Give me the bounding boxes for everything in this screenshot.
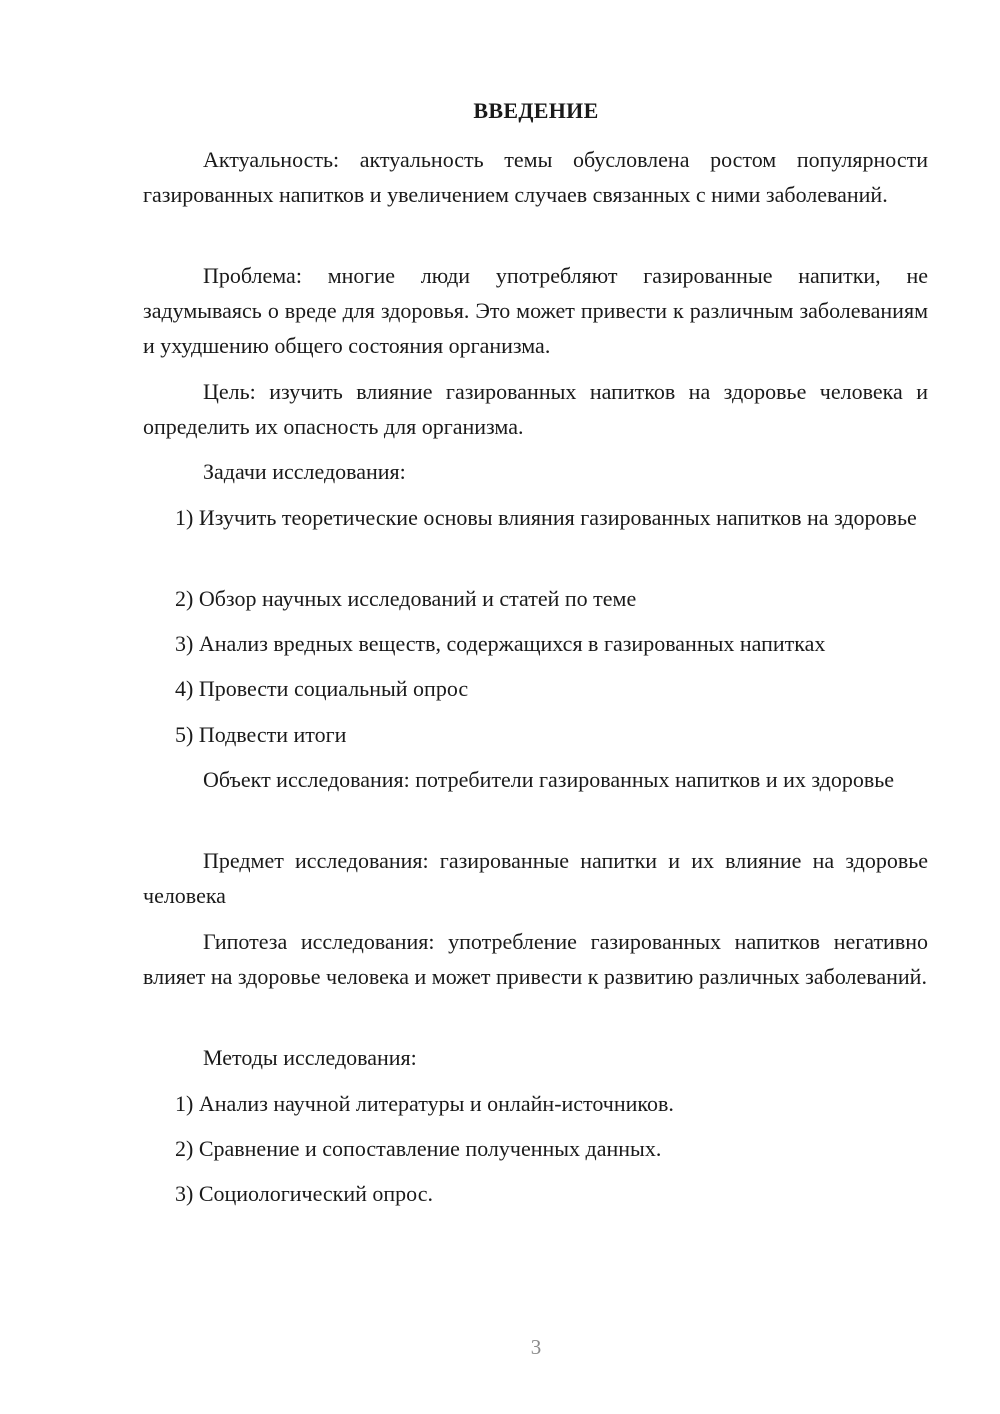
task-item: 4) Провести социальный опрос xyxy=(175,676,469,701)
section-heading: ВВЕДЕНИЕ xyxy=(473,98,599,123)
task-item: 3) Анализ вредных веществ, содержащихся в газированных напитках xyxy=(175,631,826,656)
task-item: 1) Изучить теоретические основы влияния газированных напитков на здоровье xyxy=(175,505,917,530)
page-number: 3 xyxy=(530,1335,542,1359)
methods-heading: Методы исследования: xyxy=(203,1045,417,1070)
method-item: 2) Сравнение и сопоставление полученных данных. xyxy=(175,1136,662,1161)
object-paragraph: Объект исследования: потребители газированных напитков и их здоровье xyxy=(203,767,895,792)
subject-paragraph: Предмет исследования: газированные напитки и их влияние на здоровье человека xyxy=(143,848,928,908)
hypothesis-paragraph: Гипотеза исследования: употребление газированных напитков негативно влияет на здоровье человека и может привести к развитию различных заболеваний. xyxy=(143,929,928,989)
goal-paragraph: Цель: изучить влияние газированных напитков на здоровье человека и определить их опасность для организма. xyxy=(143,379,928,439)
method-item: 1) Анализ научной литературы и онлайн-источников. xyxy=(175,1091,674,1116)
relevance-paragraph: Актуальность: актуальность темы обусловлена ростом популярности газированных напитков и увеличением случаев связанных с ними заболеваний. xyxy=(143,147,928,207)
method-item: 3) Социологический опрос. xyxy=(175,1181,433,1206)
problem-paragraph: Проблема: многие люди употребляют газированные напитки, не задумываясь о вреде для здоровья. Это может привести к различным заболеваниям и ухудшению общего состояния организма. xyxy=(143,263,928,358)
tasks-heading: Задачи исследования: xyxy=(203,459,406,484)
task-item: 2) Обзор научных исследований и статей по теме xyxy=(175,586,637,611)
task-item: 5) Подвести итоги xyxy=(175,722,347,747)
